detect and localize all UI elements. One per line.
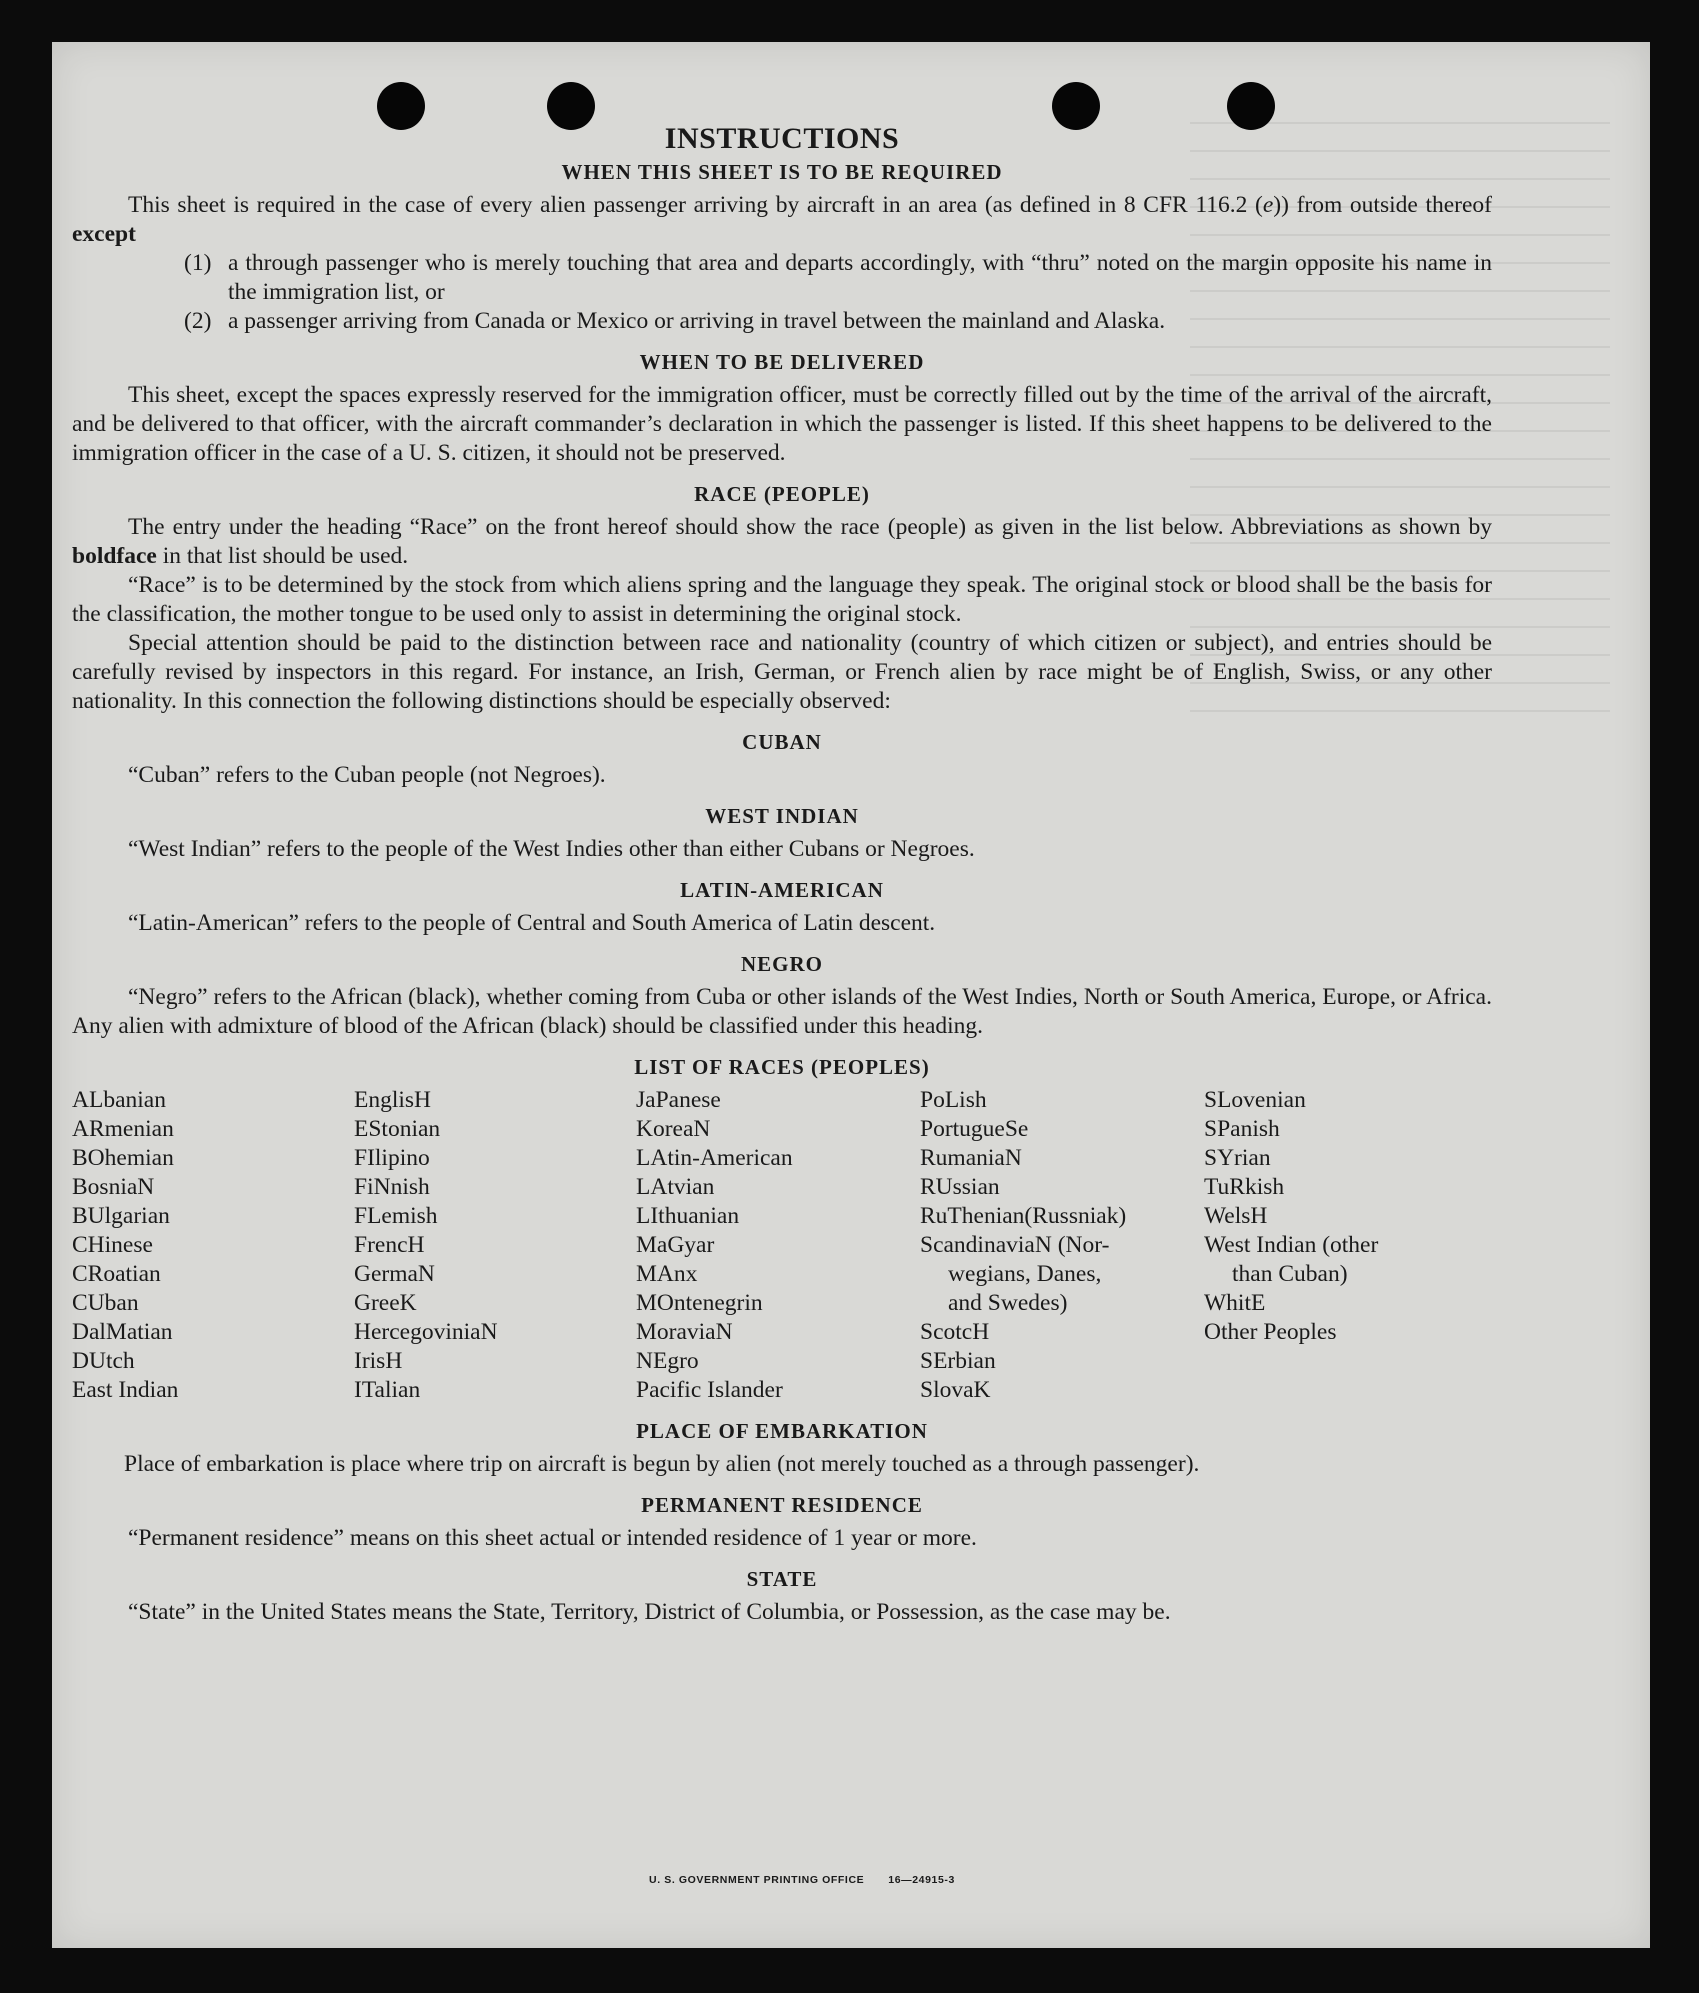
races-column-4 [920,1086,1204,1405]
required-item-1: (1) a through passenger who is merely touching that area and departs accordingly, with “thru” noted on the margin opposite his name in the immigration list, or [184,250,1492,305]
race-entry: LAtvian [636,1174,715,1200]
races-column-5 [1204,1086,1492,1405]
race-entry: ScotcH [920,1319,990,1345]
race-entry: RUssian [920,1174,1000,1200]
race-entry: than Cuban) [1232,1261,1348,1287]
state-text: “State” in the United States means the State, Territory, District of Columbia, or Possession, as the case may be. [128,1599,1171,1625]
race-entry: LAtin-American [636,1145,793,1171]
race-entry: EStonian [354,1116,441,1142]
heading-embarkation: PLACE OF EMBARKATION [636,1419,928,1443]
heading-state: STATE [746,1567,818,1591]
race-entry: SPanish [1204,1116,1280,1142]
race-entry: HercegoviniaN [354,1319,498,1345]
races-column-3 [636,1086,920,1405]
race-entry: LIthuanian [636,1203,740,1229]
race-entry: East Indian [72,1377,179,1403]
heading-cuban: CUBAN [742,730,822,754]
race-entry: SLovenian [1204,1087,1306,1113]
heading-west-indian: WEST INDIAN [705,804,859,828]
race-entry: WelsH [1204,1203,1268,1229]
race-entry: WhitE [1204,1290,1266,1316]
race-entry: ARmenian [72,1116,174,1142]
race-entry: KoreaN [636,1116,711,1142]
race-entry: ALbanian [72,1087,166,1113]
heading-required: WHEN THIS SHEET IS TO BE REQUIRED [561,160,1003,184]
race-entry: SYrian [1204,1145,1271,1171]
race-entry: RumaniaN [920,1145,1022,1171]
race-entry: CRoatian [72,1261,161,1287]
race-entry: BOhemian [72,1145,174,1171]
race-entry: CHinese [72,1232,153,1258]
residence-text: “Permanent residence” means on this sheet actual or intended residence of 1 year or more. [128,1525,977,1551]
race-entry: RuThenian(Russniak) [920,1203,1127,1229]
race-entry: Other Peoples [1204,1319,1337,1345]
race-entry: MoraviaN [636,1319,733,1345]
races-list [72,1086,1492,1405]
race-entry: DalMatian [72,1319,173,1345]
race-entry: GreeK [354,1290,417,1316]
race-entry: TuRkish [1204,1174,1285,1200]
required-item-2: (2) a passenger arriving from Canada or Mexico or arriving in travel between the mainland and Alaska. [184,308,1166,334]
race-entry: ScandinaviaN (Nor- [920,1232,1110,1258]
heading-delivered: WHEN TO BE DELIVERED [639,350,925,374]
race-entry: JaPanese [636,1087,721,1113]
race-entry: CUban [72,1290,139,1316]
document-page [52,42,1650,1948]
race-entry: GermaN [354,1261,435,1287]
race-entry: FiNnish [354,1174,430,1200]
printer-name: U. S. GOVERNMENT PRINTING OFFICE [649,1874,865,1886]
race-entry: IrisH [354,1348,403,1374]
required-intro: This sheet is required in the case of every alien passenger arriving by aircraft in an area (as defined in 8 CFR 116.2 (e)) from outside thereof except [72,192,1492,247]
race-entry: NEgro [636,1348,699,1374]
race-entry: SErbian [920,1348,996,1374]
heading-race: RACE (PEOPLE) [694,482,870,506]
race-entry: BUlgarian [72,1203,170,1229]
race-entry: MOntenegrin [636,1290,763,1316]
race-entry: ITalian [354,1377,421,1403]
race-entry: MaGyar [636,1232,715,1258]
race-entry: BosniaN [72,1174,155,1200]
page-title: INSTRUCTIONS [664,122,900,155]
race-entry: DUtch [72,1348,135,1374]
cuban-text: “Cuban” refers to the Cuban people (not Negroes). [128,762,606,788]
races-column-1 [72,1086,354,1405]
heading-negro: NEGRO [740,952,823,976]
race-entry: PoLish [920,1087,987,1113]
heading-residence: PERMANENT RESIDENCE [641,1493,923,1517]
race-paragraph-1: The entry under the heading “Race” on the front hereof should show the race (people) as given in the list below. Abbreviations as shown by boldface in that list should be used. [72,514,1492,569]
form-code: 16—24915-3 [888,1874,955,1886]
race-entry: SlovaK [920,1377,991,1403]
race-entry: EnglisH [354,1087,432,1113]
race-entry: West Indian (other [1204,1232,1379,1258]
race-entry: FLemish [354,1203,438,1229]
printer-footer [52,1874,1552,1886]
embarkation-text: Place of embarkation is place where trip on aircraft is begun by alien (not merely touched as a through passenger). [124,1451,1200,1477]
instructions-body [72,122,1492,1627]
negro-text: “Negro” refers to the African (black), whether coming from Cuba or other islands of the West Indies, North or South America, Europe, or Africa. Any alien with admixture of blood of the African (black) should be classified under this heading. [72,984,1492,1039]
latin-american-text: “Latin-American” refers to the people of Central and South America of Latin descent. [128,910,936,936]
heading-races-list: LIST OF RACES (PEOPLES) [634,1055,930,1079]
race-entry: MAnx [636,1261,698,1287]
delivered-text: This sheet, except the spaces expressly reserved for the immigration officer, must be correctly filled out by the time of the arrival of the aircraft, and be delivered to that officer, with the aircraft commander’s declaration in which the passenger is listed. If this sheet happens to be delivered to the immigration officer in the case of a U. S. citizen, it should not be preserved. [72,382,1492,466]
race-entry: wegians, Danes, [948,1261,1102,1287]
race-entry: and Swedes) [948,1290,1068,1316]
race-entry: FrencH [354,1232,425,1258]
race-paragraph-2: “Race” is to be determined by the stock from which aliens spring and the language they speak. The original stock or blood shall be the basis for the classification, the mother tongue to be used only to assist in determining the original stock. [72,572,1492,627]
races-column-2 [354,1086,636,1405]
race-entry: Pacific Islander [636,1377,783,1403]
west-indian-text: “West Indian” refers to the people of the West Indies other than either Cubans or Negroes. [128,836,975,862]
race-paragraph-3: Special attention should be paid to the distinction between race and nationality (country of which citizen or subject), and entries should be carefully revised by inspectors in this regard. For instance, an Irish, German, or French alien by race might be of English, Swiss, or any other nationality. In this connection the following distinctions should be especially observed: [72,630,1492,714]
race-entry: FIlipino [354,1145,430,1171]
heading-latin-american: LATIN-AMERICAN [680,878,884,902]
race-entry: PortugueSe [920,1116,1029,1142]
